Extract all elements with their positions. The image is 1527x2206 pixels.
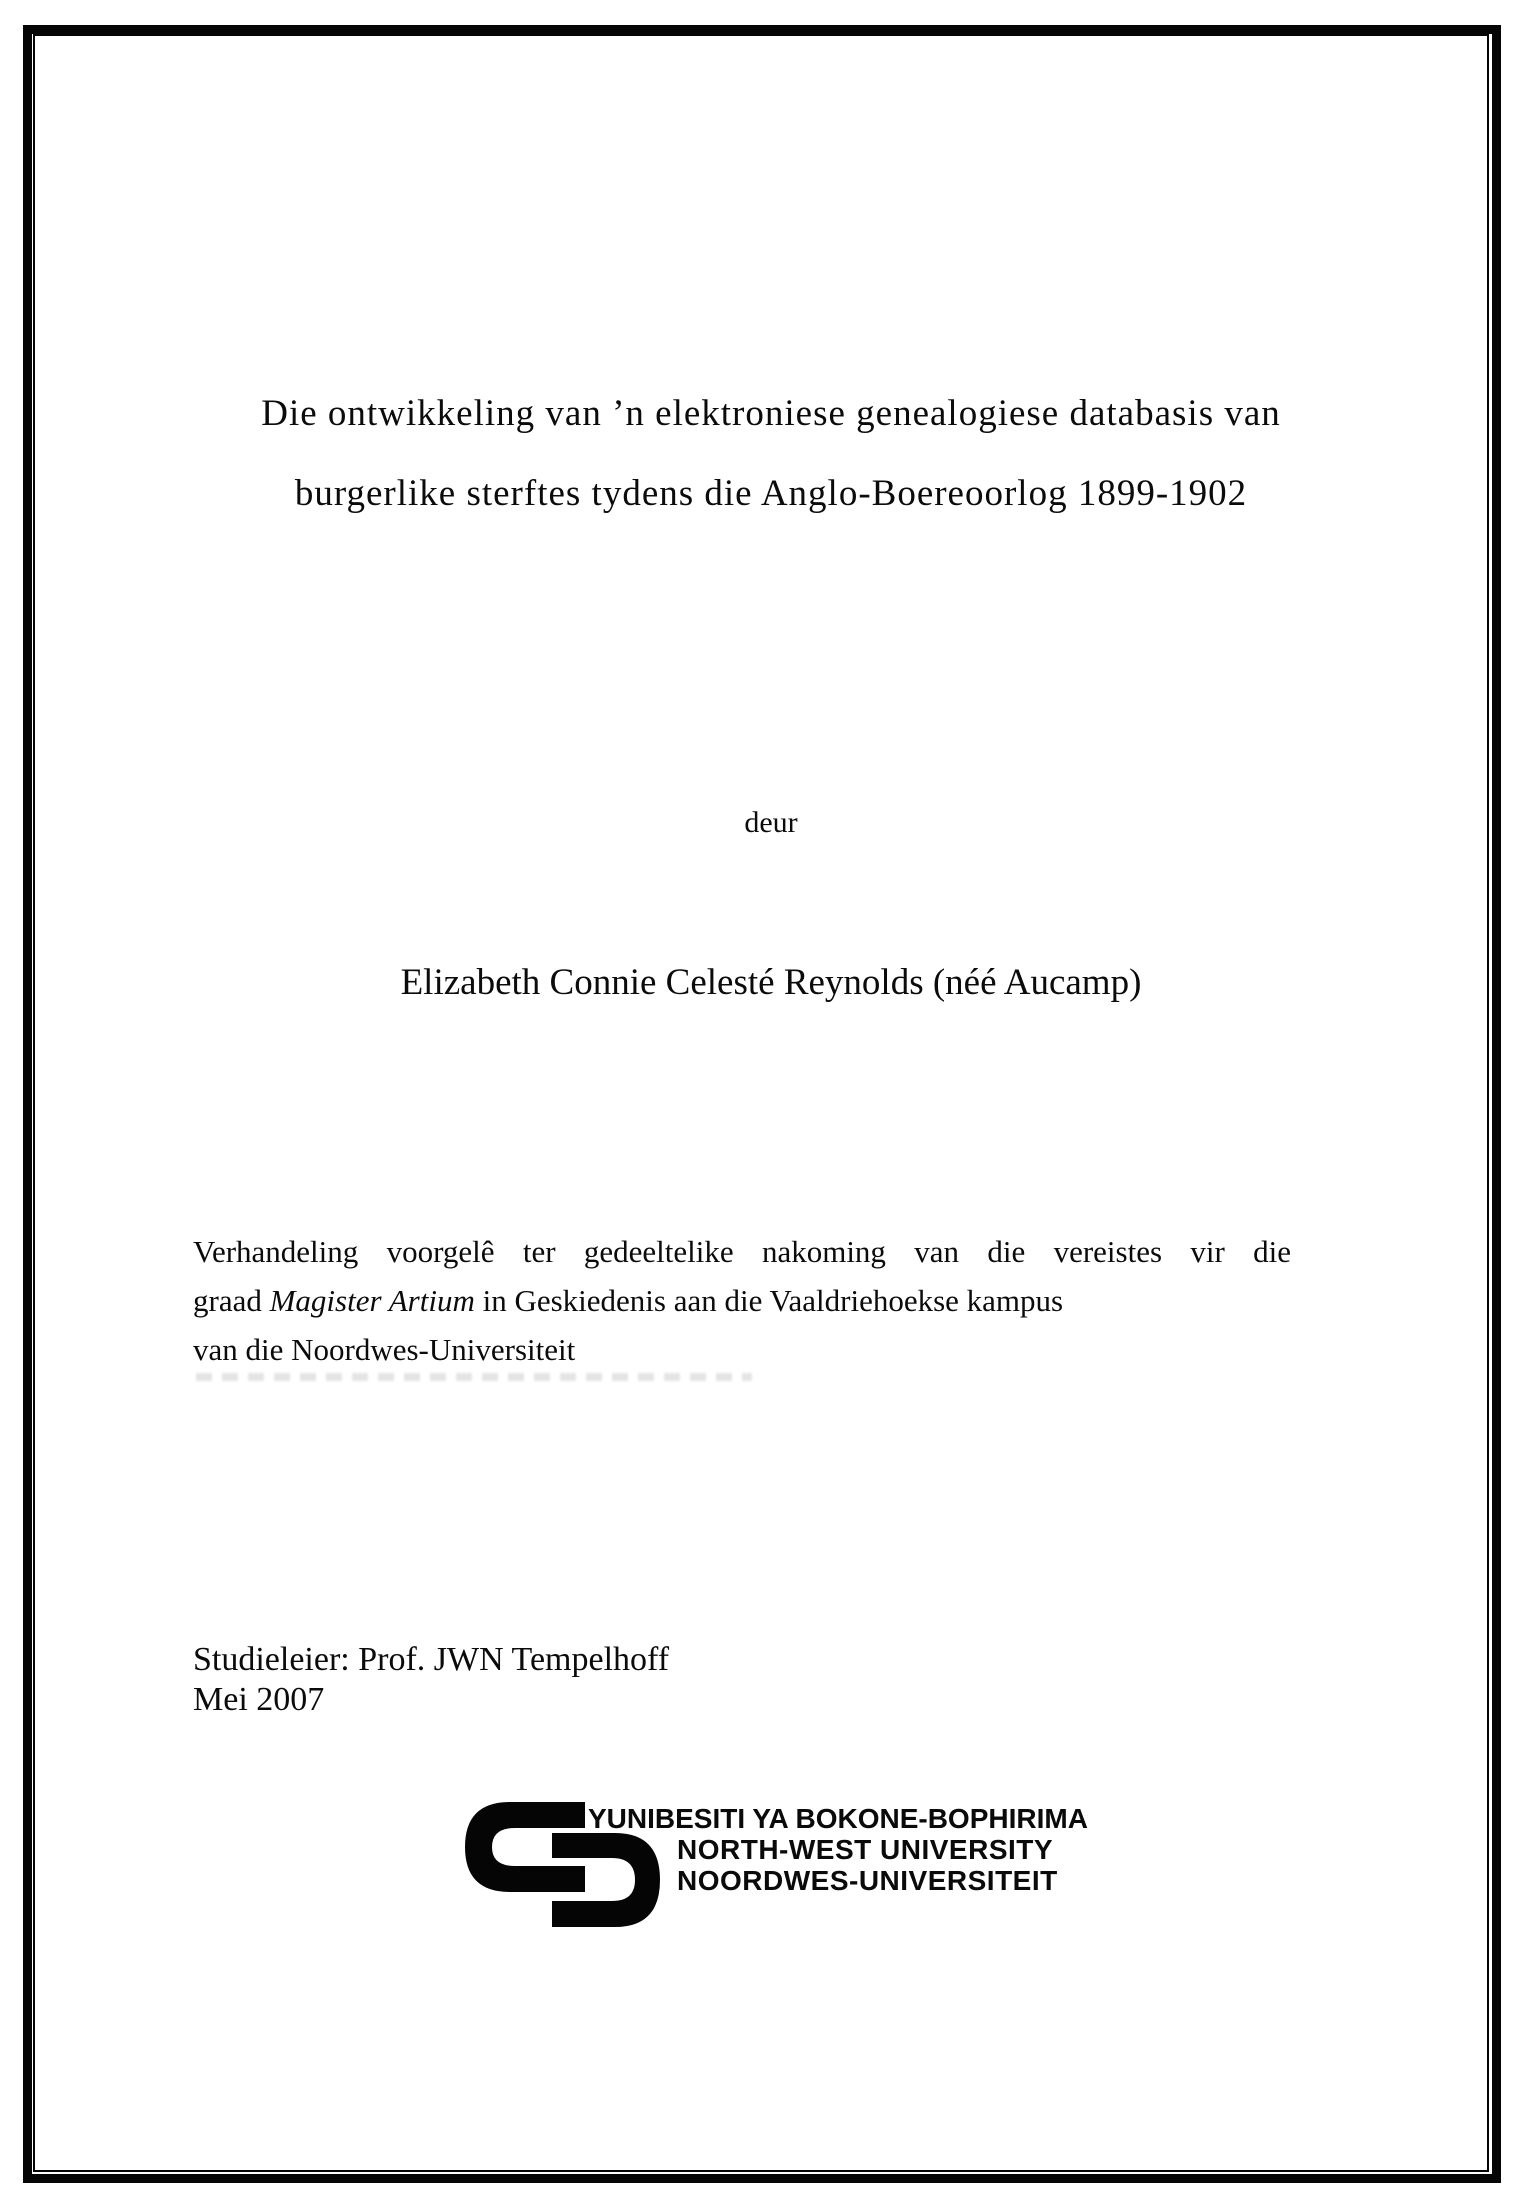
supervisor-line: Studieleier: Prof. JWN Tempelhoff: [193, 1641, 670, 1678]
date-line: Mei 2007: [193, 1681, 325, 1718]
supervisor-block: [193, 1640, 669, 1720]
description-line-2: [193, 1276, 1291, 1325]
title-line-2: burgerlike sterftes tydens die Anglo-Boereoorlog 1899-1902: [294, 473, 1248, 514]
thesis-title: [48, 374, 1494, 534]
description-line-3: van die Noordwes-Universiteit: [193, 1332, 576, 1367]
thesis-description: [193, 1227, 1291, 1374]
scan-bleedthrough-artifact: [196, 1373, 752, 1381]
title-line-1: Die ontwikkeling van ’n elektroniese genealogiese databasis van: [261, 393, 1281, 434]
logo-text-setswana: YUNIBESITI YA BOKONE-BOPHIRIMA: [588, 1803, 1088, 1834]
description-line-2-suffix: in Geskiedenis aan die Vaaldriehoekse kampus: [474, 1283, 1064, 1318]
author-name: Elizabeth Connie Celesté Reynolds (néé Aucamp): [400, 962, 1142, 1003]
description-line-1: Verhandeling voorgelê ter gedeeltelike nakoming van die vereistes vir die: [193, 1234, 1291, 1269]
byline: deur: [744, 806, 798, 839]
nwu-logo-text: [588, 1803, 1088, 1896]
logo-text-english: NORTH-WEST UNIVERSITY: [677, 1834, 1054, 1865]
degree-name-italic: Magister Artium: [269, 1283, 475, 1318]
logo-text-afrikaans: NOORDWES-UNIVERSITEIT: [677, 1865, 1058, 1896]
description-line-2-prefix: graad: [193, 1283, 270, 1318]
